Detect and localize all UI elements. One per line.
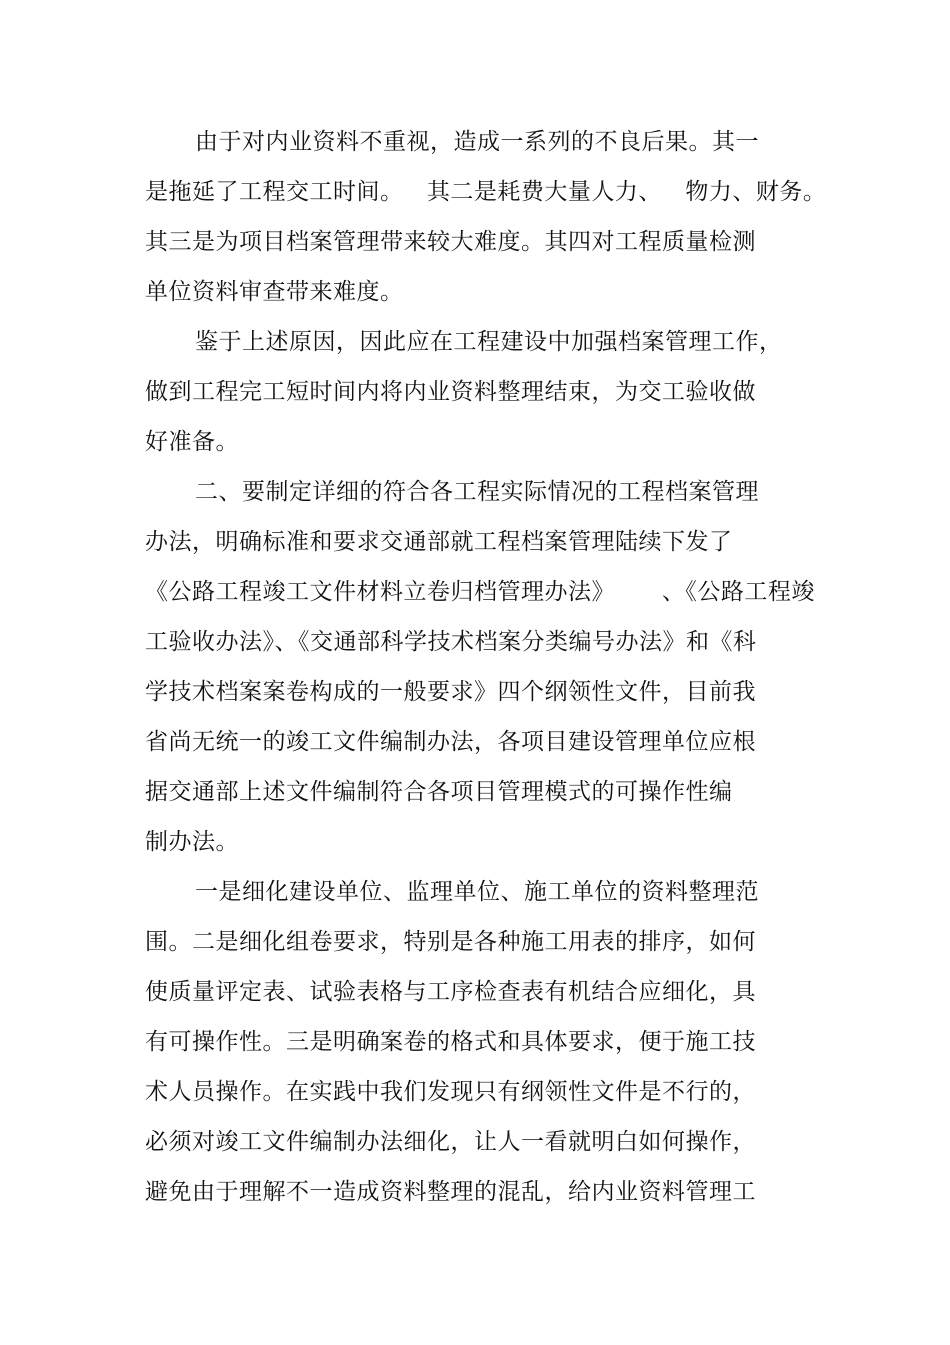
paragraph-2-line-3: 好准备。 (145, 429, 239, 455)
paragraph-4-line-6: 必须对竣工文件编制办法细化，让人一看就明白如何操作， (145, 1129, 756, 1155)
paragraph-4-line-1: 一是细化建设单位、监理单位、施工单位的资料整理范 (195, 879, 759, 905)
paragraph-4-line-3: 使质量评定表、试验表格与工序检查表有机结合应细化，具 (145, 979, 756, 1005)
paragraph-3-line-4: 工验收办法》、《交通部科学技术档案分类编号办法》和《科 (145, 629, 757, 655)
paragraph-3-line-7: 据交通部上述文件编制符合各项目管理模式的可操作性编 (145, 779, 733, 805)
paragraph-2-line-2: 做到工程完工短时间内将内业资料整理结束，为交工验收做 (145, 379, 756, 405)
paragraph-2-line-1: 鉴于上述原因，因此应在工程建设中加强档案管理工作， (195, 329, 783, 355)
paragraph-3-line-6: 省尚无统一的竣工文件编制办法，各项目建设管理单位应根 (145, 729, 756, 755)
paragraph-4-line-2: 围。二是细化组卷要求，特别是各种施工用表的排序，如何 (145, 929, 756, 955)
paragraph-3-line-3: 《公路工程竣工文件材料立卷归档管理办法》 、《公路工程竣 (145, 579, 815, 605)
paragraph-3-line-1: 二、要制定详细的符合各工程实际情况的工程档案管理 (195, 479, 759, 505)
paragraph-1-line-1: 由于对内业资料不重视，造成一系列的不良后果。其一 (195, 129, 759, 155)
paragraph-3-line-2: 办法，明确标准和要求交通部就工程档案管理陆续下发了 (145, 529, 733, 555)
paragraph-4-line-7: 避免由于理解不一造成资料整理的混乱，给内业资料管理工 (145, 1179, 756, 1205)
paragraph-4-line-5: 术人员操作。在实践中我们发现只有纲领性文件是不行的， (145, 1079, 756, 1105)
paragraph-1-line-4: 单位资料审查带来难度。 (145, 279, 404, 305)
paragraph-3-line-5: 学技术档案案卷构成的一般要求》四个纲领性文件，目前我 (145, 679, 756, 705)
paragraph-3-line-8: 制办法。 (145, 829, 239, 855)
paragraph-1-line-3: 其三是为项目档案管理带来较大难度。其四对工程质量检测 (145, 229, 756, 255)
paragraph-4-line-4: 有可操作性。三是明确案卷的格式和具体要求，便于施工技 (145, 1029, 756, 1055)
paragraph-1-line-2: 是拖延了工程交工时间。 其二是耗费大量人力、 物力、财务。 (145, 179, 827, 205)
